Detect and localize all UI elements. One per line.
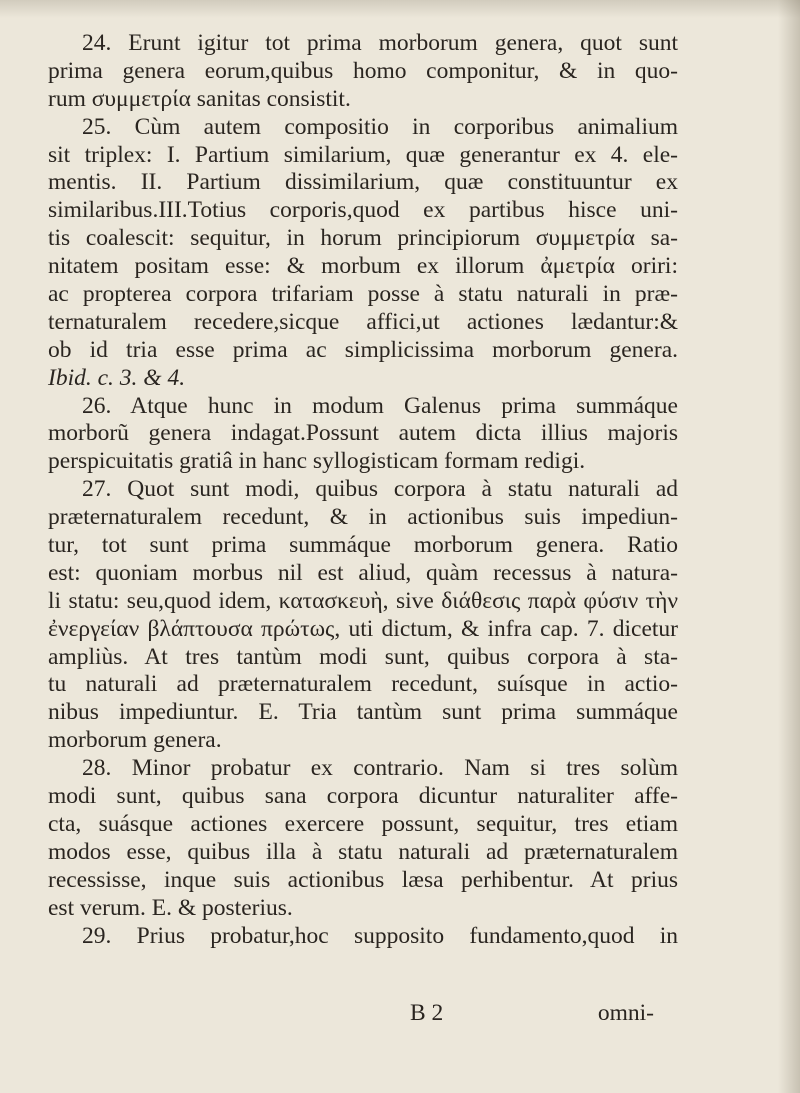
text-line: rum συμμετρία sanitas consistit. bbox=[48, 85, 351, 112]
text-line: 29. Prius probatur,hoc supposito fundamento,quod in bbox=[82, 922, 678, 949]
text-line: tis coalescit: sequitur, in horum principiorum συμμετρία sa- bbox=[48, 225, 678, 252]
text-line: ternaturalem recedere,sicque affici,ut actiones lædantur:& bbox=[48, 308, 678, 335]
text-line: est: quoniam morbus nil est aliud, quàm recessus à natura- bbox=[48, 559, 678, 586]
text-line: morborũ genera indagat.Possunt autem dicta illius majoris bbox=[48, 420, 678, 447]
text-line: ac propterea corpora trifariam posse à statu naturali in præ- bbox=[48, 281, 678, 308]
text-line: Ibid. c. 3. & 4. bbox=[48, 364, 186, 391]
text-line: nibus impediuntur. E. Tria tantùm sunt prima summáque bbox=[48, 699, 678, 726]
text-line: similaribus.III.Totius corporis,quod ex partibus hisce uni- bbox=[48, 197, 678, 224]
text-line: sit triplex: I. Partium similarium, quæ generantur ex 4. ele- bbox=[48, 141, 678, 168]
text-line: 26. Atque hunc in modum Galenus prima summáque bbox=[82, 392, 678, 419]
text-line: ἐνεργείαν βλάπτουσα πρώτως, uti dictum, & infra cap. 7. dicetur bbox=[48, 615, 678, 642]
text-line: morborum genera. bbox=[48, 727, 222, 754]
page-top-shadow bbox=[0, 0, 800, 18]
text-line: ob id tria esse prima ac simplicissima morborum genera. bbox=[48, 336, 678, 363]
text-line: tu naturali ad præternaturalem recedunt, suísque in actio- bbox=[48, 671, 678, 698]
text-line: li statu: seu,quod idem, κατασκευὴ, sive διάθεσις παρὰ φύσιν τὴν bbox=[48, 587, 678, 614]
text-line: prima genera eorum,quibus homo componitur, & in quo- bbox=[48, 57, 678, 84]
text-line: mentis. II. Partium dissimilarium, quæ constituuntur ex bbox=[48, 169, 678, 196]
text-line: modi sunt, quibus sana corpora dicuntur naturaliter affe- bbox=[48, 783, 678, 810]
text-line: recessisse, inque suis actionibus læsa perhibentur. At prius bbox=[48, 866, 678, 893]
text-line: 28. Minor probatur ex contrario. Nam si tres solùm bbox=[82, 755, 678, 782]
text-line: 27. Quot sunt modi, quibus corpora à statu naturali ad bbox=[82, 476, 678, 503]
signature-mark: B 2 bbox=[410, 1000, 444, 1026]
text-line: ampliùs. At tres tantùm modi sunt, quibus corpora à sta- bbox=[48, 643, 678, 670]
text-line: modos esse, quibus illa à statu naturali ad præternaturalem bbox=[48, 838, 678, 865]
catchword: omni- bbox=[597, 1000, 654, 1026]
text-line: tur, tot sunt prima summáque morborum genera. Ratio bbox=[48, 532, 678, 559]
text-line: cta, suásque actiones exercere possunt, sequitur, tres etiam bbox=[48, 810, 678, 837]
text-line: est verum. E. & posterius. bbox=[48, 894, 293, 921]
text-line: 25. Cùm autem compositio in corporibus animalium bbox=[82, 113, 678, 140]
page-edge-shadow bbox=[778, 0, 800, 1093]
text-line: 24. Erunt igitur tot prima morborum genera, quot sunt bbox=[82, 30, 678, 56]
page-footer bbox=[48, 1000, 654, 1028]
text-line: nitatem positam esse: & morbum ex illorum ἀμετρία oriri: bbox=[48, 253, 678, 280]
text-line: præternaturalem recedunt, & in actionibus suis impediun- bbox=[48, 504, 678, 531]
text-line: perspicuitatis gratiâ in hanc syllogisticam formam redigi. bbox=[48, 448, 586, 475]
body-text bbox=[48, 30, 678, 950]
